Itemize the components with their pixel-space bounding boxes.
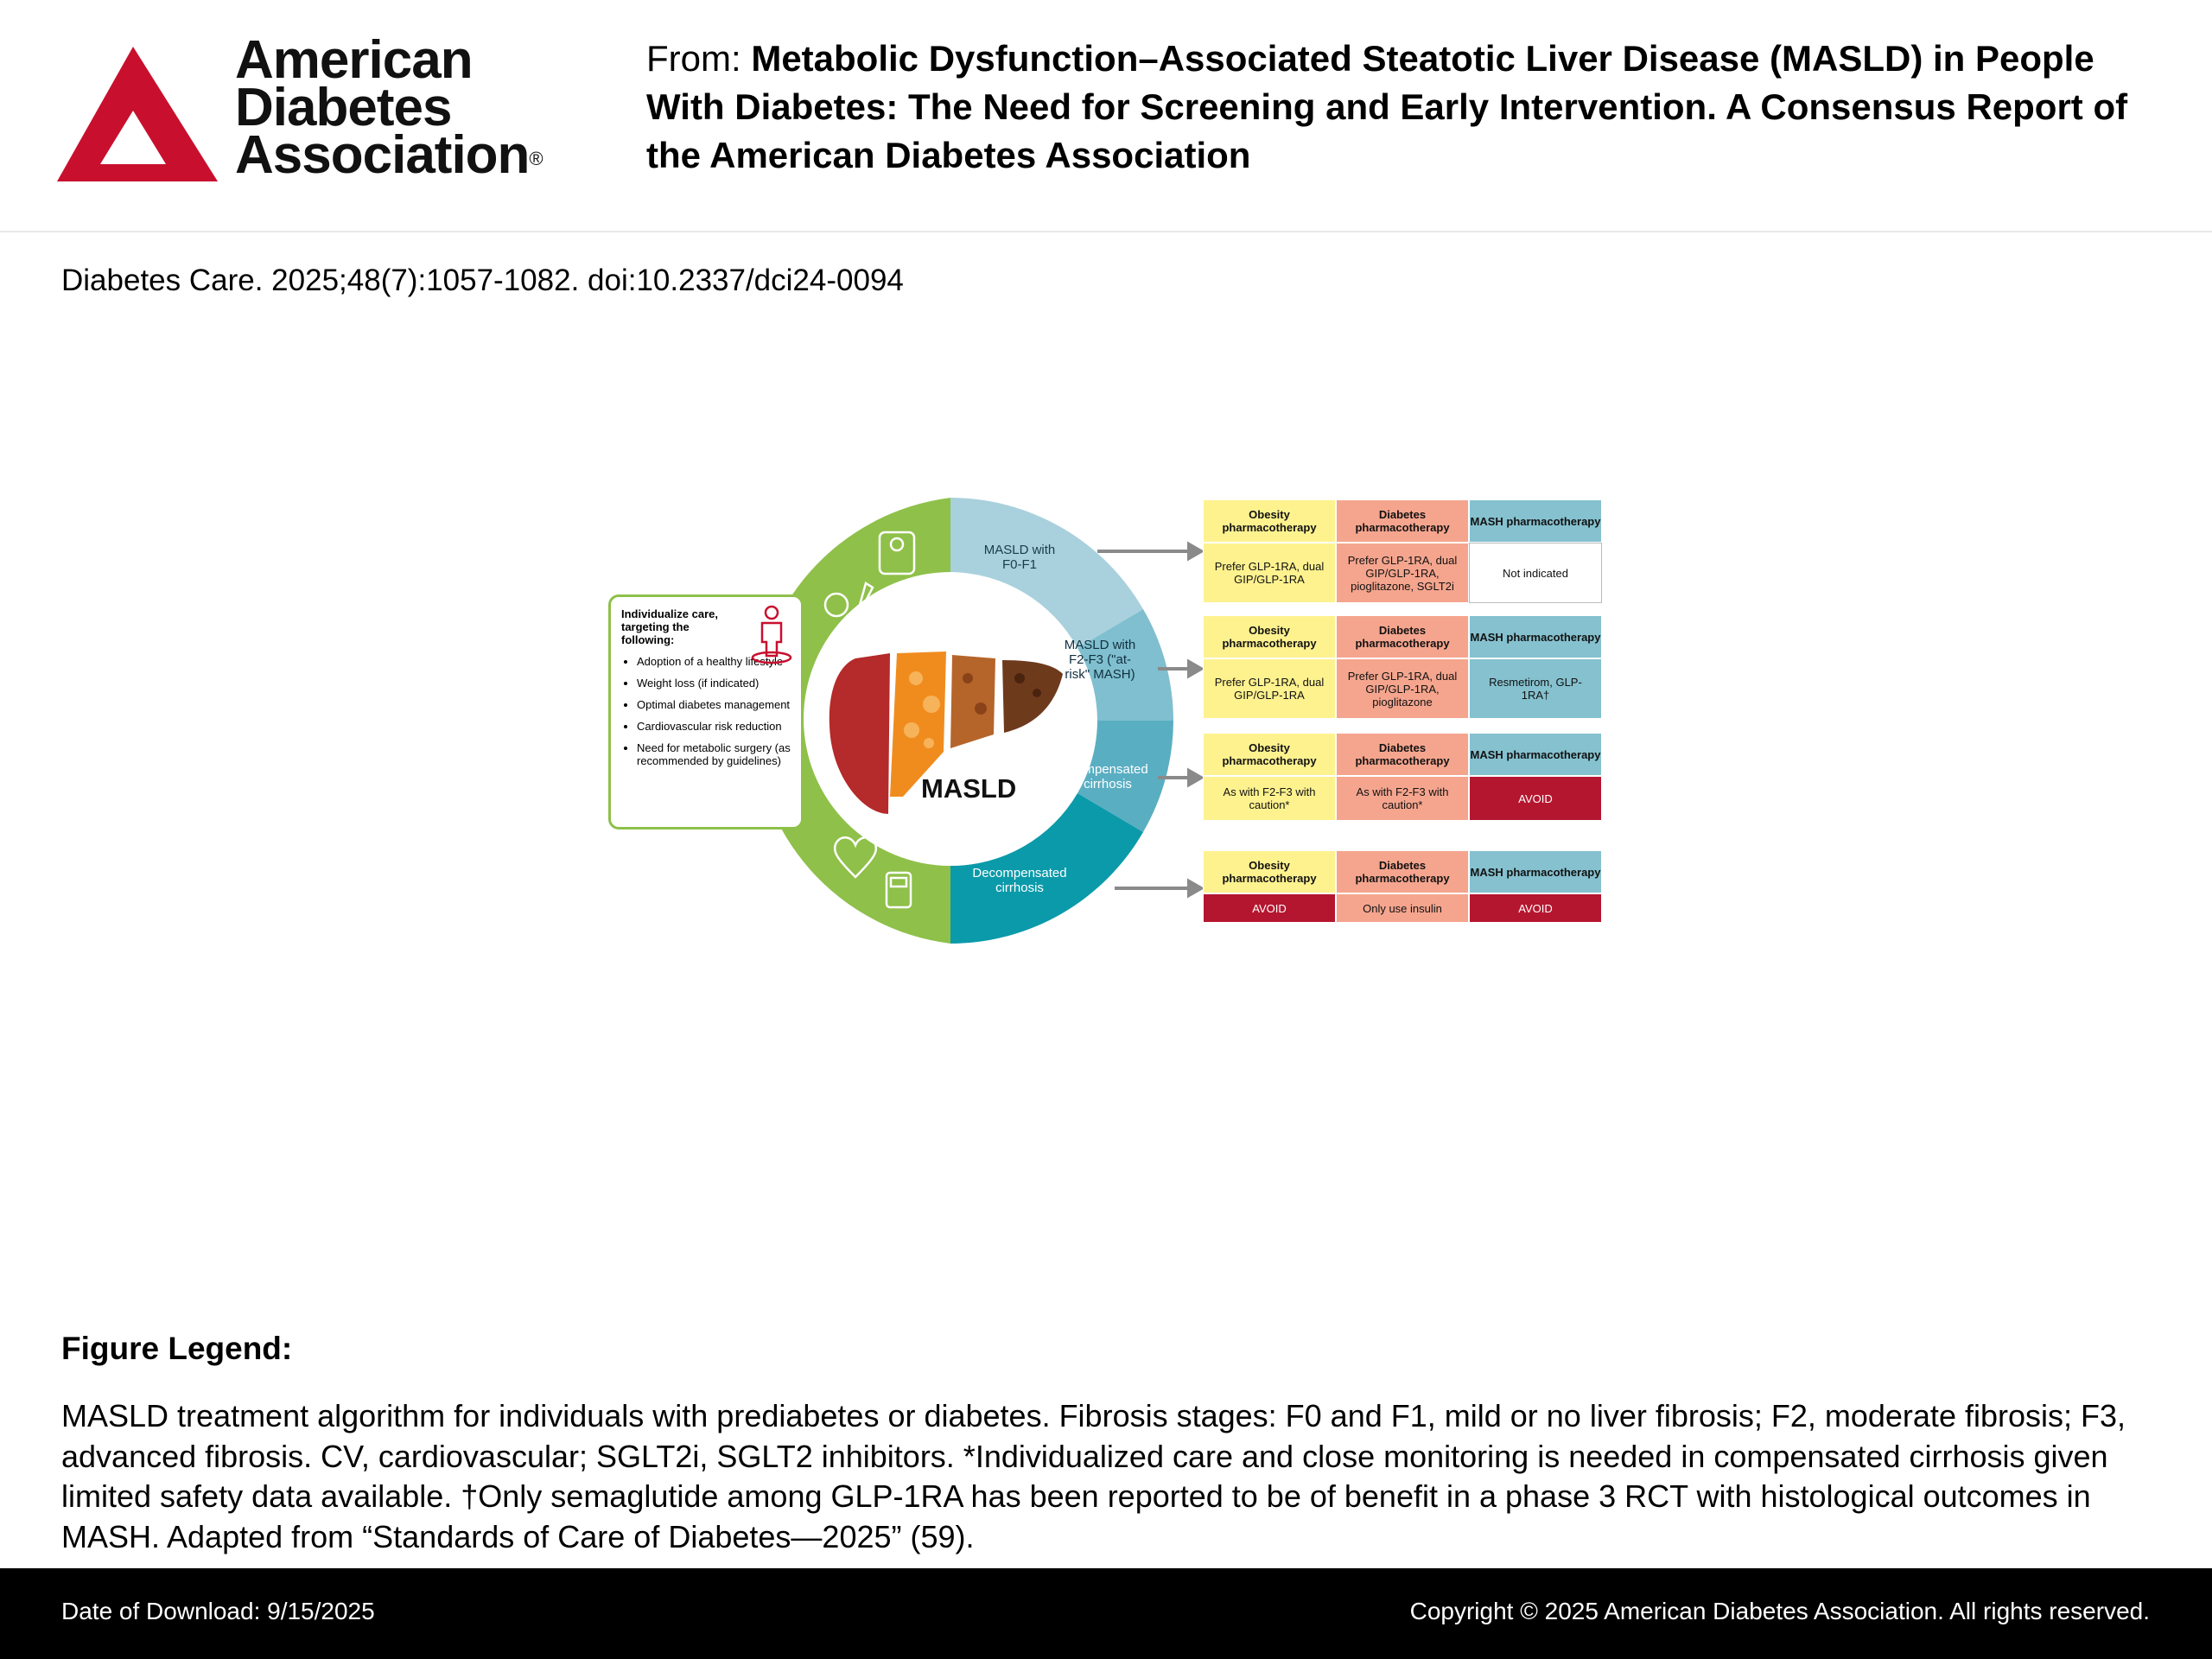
care-item: • Adoption of a healthy lifestyle xyxy=(637,655,791,668)
table-body-cell: Only use insulin xyxy=(1336,893,1469,923)
table-body-cell: Resmetirom, GLP-1RA† xyxy=(1469,658,1602,719)
legend-text: MASLD treatment algorithm for individuals with prediabetes or diabetes. Fibrosis stages: F0 and F1, mild or no liver fibrosis; F2, moderate fibrosis; F3, advanced fibrosis. CV, cardiovascular; SGLT2i, SGLT2 inhibitors. *Individualized care and close monitoring is needed in compensated cirrhosis given limited safety data available. †Only semaglutide among GLP-1RA has been reported to be of benefit in a phase 3 RCT with histological outcomes in MASH. Adapted from “Standards of Care of Diabetes—2025” (59). xyxy=(61,1398,2126,1554)
table-header-cell: Diabetes pharmacotherapy xyxy=(1336,499,1469,543)
page-header xyxy=(0,0,2212,232)
stage-label-1: MASLD with F0-F1 xyxy=(983,543,1056,572)
citation: Diabetes Care. 2025;48(7):1057-1082. doi:10.2337/dci24-0094 xyxy=(61,264,904,297)
page-footer xyxy=(0,1568,2212,1659)
care-item: • Cardiovascular risk reduction xyxy=(637,720,791,733)
table-header-cell: Diabetes pharmacotherapy xyxy=(1336,850,1469,893)
care-card-title: Individualize care, targeting the following: xyxy=(621,607,718,646)
care-card xyxy=(608,594,804,830)
table-body-cell: Prefer GLP-1RA, dual GIP/GLP-1RA xyxy=(1203,658,1336,719)
stage-label-3: Compensated cirrhosis xyxy=(1067,762,1148,791)
table-header-cell: MASH pharmacotherapy xyxy=(1469,850,1602,893)
table-body-cell: Prefer GLP-1RA, dual GIP/GLP-1RA, pioglitazone xyxy=(1336,658,1469,719)
table-body-cell: Not indicated xyxy=(1469,543,1602,603)
table-header-cell: Obesity pharmacotherapy xyxy=(1203,850,1336,893)
care-item: • Weight loss (if indicated) xyxy=(637,677,791,690)
care-item: • Optimal diabetes management xyxy=(637,698,791,711)
table-header-cell: Obesity pharmacotherapy xyxy=(1203,499,1336,543)
legend-heading: Figure Legend: xyxy=(61,1331,293,1366)
table-header-cell: Diabetes pharmacotherapy xyxy=(1336,615,1469,658)
table-body-cell: AVOID xyxy=(1469,776,1602,821)
table-header-cell: Obesity pharmacotherapy xyxy=(1203,615,1336,658)
table-body-cell: AVOID xyxy=(1203,893,1336,923)
table-body-cell: Prefer GLP-1RA, dual GIP/GLP-1RA, pioglitazone, SGLT2i xyxy=(1336,543,1469,603)
table-header-cell: Obesity pharmacotherapy xyxy=(1203,733,1336,776)
table-body-cell: Prefer GLP-1RA, dual GIP/GLP-1RA xyxy=(1203,543,1336,603)
table-header-cell: MASH pharmacotherapy xyxy=(1469,733,1602,776)
care-card-list xyxy=(621,655,791,767)
center-label: MASLD xyxy=(921,773,1017,804)
person-target-icon xyxy=(749,604,794,664)
stage-label-4: Decompensated cirrhosis xyxy=(972,866,1067,895)
table-header-cell: Diabetes pharmacotherapy xyxy=(1336,733,1469,776)
stage-label-2: MASLD with F2-F3 ("at-risk" MASH) xyxy=(1064,638,1136,682)
table-body-cell: As with F2-F3 with caution* xyxy=(1336,776,1469,821)
table-header-cell: MASH pharmacotherapy xyxy=(1469,615,1602,658)
care-item: • Need for metabolic surgery (as recommended by guidelines) xyxy=(637,741,791,767)
figure xyxy=(605,493,1607,950)
ada-logo-icon xyxy=(55,45,219,183)
article-title: From: Metabolic Dysfunction–Associated Steatotic Liver Disease (MASLD) in People With Diabetes: The Need for Screening and Early Intervention. A Consensus Report of the American Diabetes Association xyxy=(646,38,2128,175)
download-date: Date of Download: 9/15/2025 xyxy=(61,1598,375,1624)
ada-logo-wordmark: American Diabetes Association® xyxy=(235,30,543,185)
table-body-cell: As with F2-F3 with caution* xyxy=(1203,776,1336,821)
table-header-cell: MASH pharmacotherapy xyxy=(1469,499,1602,543)
copyright: Copyright © 2025 American Diabetes Association. All rights reserved. xyxy=(1409,1598,2150,1624)
table-body-cell: AVOID xyxy=(1469,893,1602,923)
